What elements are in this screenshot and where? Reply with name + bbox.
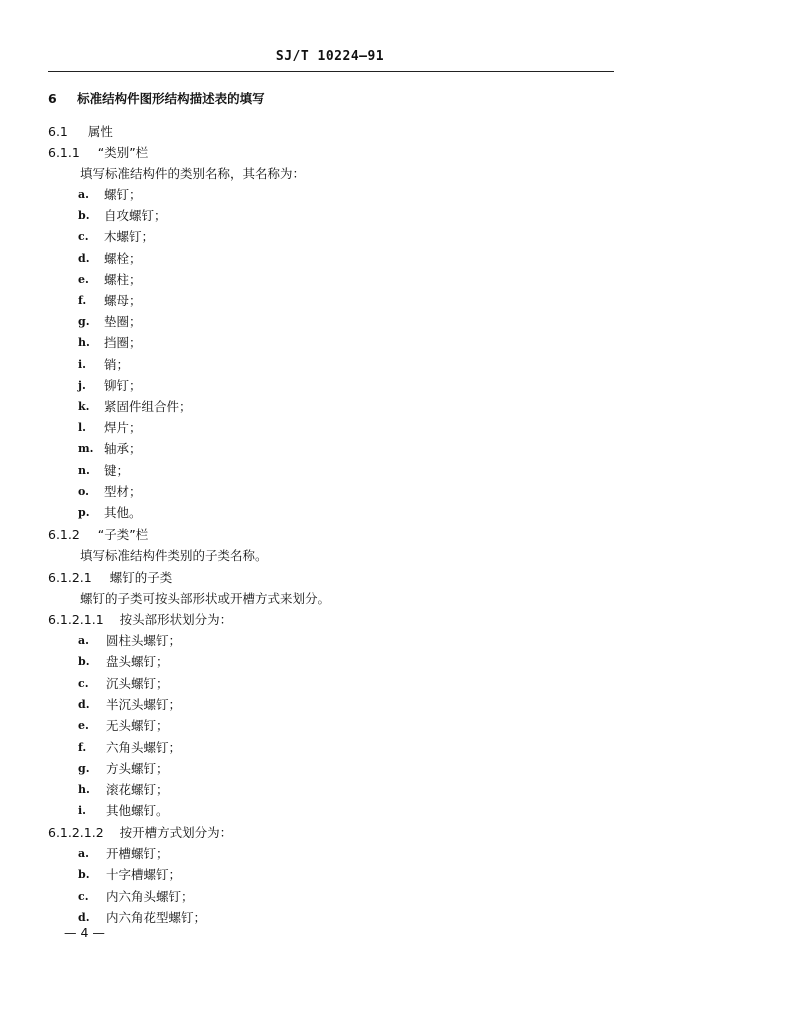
list-item-label: i. (78, 804, 87, 818)
section-number: 6.1.1 (48, 145, 80, 160)
list-item-text: 内六角花型螺钉； (106, 909, 207, 925)
list-item-label: d. (78, 697, 90, 711)
list-item-text: 轴承； (104, 441, 142, 457)
list-item-text: 螺钉； (104, 187, 142, 202)
list-item-label: i. (78, 357, 87, 371)
list-item-text: 圆柱头螺钉； (106, 633, 182, 648)
list-item-text: 十字槽螺钉； (106, 867, 182, 883)
list-item-label: e. (78, 272, 89, 286)
list-item-text: 螺母； (104, 293, 142, 308)
list-item-label: n. (78, 463, 90, 477)
section-6-1-heading (48, 124, 113, 140)
paragraph: 螺钉的子类可按头部形状或开槽方式来划分。 (80, 591, 331, 606)
list-item-text: 螺栓； (104, 250, 142, 266)
section-6-1-1-heading (48, 145, 148, 161)
list-item-text: 键； (104, 462, 130, 478)
list-item-label: b. (78, 868, 90, 882)
list-item-text: 焊片； (104, 420, 142, 436)
section-6-1-2-1-heading (48, 570, 172, 586)
list-item-label: a. (78, 634, 89, 647)
list-item-text: 开槽螺钉； (106, 846, 169, 861)
section-number: 6.1.2.1.1 (48, 612, 104, 627)
list-item-label: h. (78, 783, 90, 797)
list-item-text: 挡圈； (104, 335, 142, 351)
list-item-text: 其他。 (104, 505, 142, 520)
list-item-label: d. (78, 251, 90, 265)
list-item-label: g. (78, 315, 90, 329)
list-item-label: b. (78, 655, 90, 669)
list-item-text: 其他螺钉。 (106, 803, 169, 819)
header-rule (48, 71, 614, 72)
list-item-text: 内六角头螺钉； (106, 888, 194, 904)
list-item-label: k. (78, 400, 90, 413)
page-number: — 4 — (64, 925, 105, 940)
standard-code-header: SJ/T 10224—91 (275, 49, 385, 64)
list-item-label: c. (78, 889, 89, 903)
section-number: 6 (48, 91, 57, 106)
section-title: 属性 (87, 124, 113, 139)
list-item-label: g. (78, 761, 90, 775)
section-number: 6.1.2.1 (48, 570, 92, 585)
list-item-text: 螺柱； (104, 271, 142, 287)
list-item-text: 销； (104, 356, 130, 372)
section-title: 螺钉的子类 (109, 570, 173, 585)
section-number: 6.1.2.1.2 (48, 825, 104, 840)
section-title: “类别”栏 (97, 145, 149, 160)
list-item-label: f. (78, 294, 87, 307)
list-item-label: o. (78, 484, 89, 498)
list-item-label: m. (78, 442, 94, 456)
section-title: “子类”栏 (97, 527, 149, 542)
list-item-text: 滚花螺钉； (106, 782, 169, 798)
section-6-1-2-1-1-heading (48, 612, 232, 628)
list-item-text: 铆钉； (104, 377, 142, 393)
list-item-label: f. (78, 740, 87, 754)
list-item-label: h. (78, 336, 90, 350)
section-number: 6.1.2 (48, 527, 80, 542)
list-item-label: b. (78, 209, 90, 223)
section-6-1-2-1-2-heading (48, 825, 232, 841)
list-item-label: j. (78, 378, 86, 392)
paragraph: 填写标准结构件类别的子类名称。 (80, 548, 268, 563)
section-title: 按头部形状划分为： (119, 612, 233, 627)
section-6-heading (48, 91, 265, 107)
list-item-text: 半沉头螺钉； (106, 696, 182, 712)
section-number: 6.1 (48, 124, 68, 139)
list-item-text: 无头螺钉； (106, 718, 169, 734)
list-item-label: l. (78, 421, 87, 435)
list-item-text: 木螺钉； (104, 229, 155, 245)
list-item-text: 六角头螺钉； (106, 739, 182, 755)
section-title: 标准结构件图形结构描述表的填写 (77, 91, 265, 106)
list-item-label: a. (78, 188, 89, 201)
list-item-text: 垫圈； (104, 314, 142, 330)
list-item-text: 沉头螺钉； (106, 675, 169, 691)
list-item-label: c. (78, 230, 89, 244)
paragraph: 填写标准结构件的类别名称，其名称为： (80, 166, 306, 181)
list-item-label: d. (78, 910, 90, 924)
list-item-label: p. (78, 506, 90, 519)
list-item-text: 自攻螺钉； (104, 208, 167, 224)
list-item-text: 方头螺钉； (106, 760, 169, 776)
section-6-1-2-heading (48, 527, 148, 543)
list-item-label: a. (78, 847, 89, 860)
list-item-text: 紧固件组合件； (104, 399, 192, 414)
section-title: 按开槽方式划分为： (119, 825, 233, 840)
list-item-label: e. (78, 719, 89, 733)
list-item-text: 盘头螺钉； (106, 654, 169, 670)
list-item-label: c. (78, 676, 89, 690)
list-item-text: 型材； (104, 483, 142, 499)
